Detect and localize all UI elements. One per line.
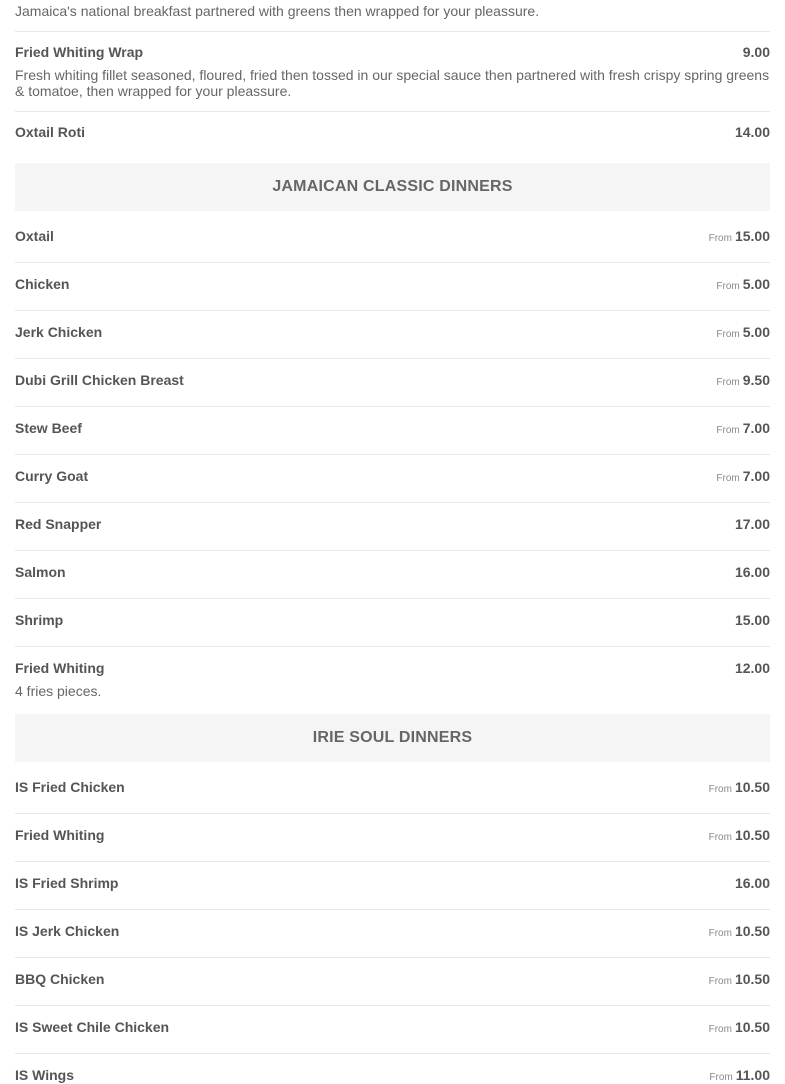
price-value: 15.00 (734, 612, 770, 628)
item-name: IS Fried Chicken (15, 779, 125, 795)
from-label: From (708, 233, 732, 244)
price-value: 9.50 (742, 372, 770, 388)
item-price (735, 875, 770, 891)
from-label: From (708, 832, 732, 843)
from-label: From (708, 1024, 732, 1035)
item-price (716, 420, 770, 436)
item-name: Oxtail Roti (15, 124, 86, 140)
item-name: Dubi Grill Chicken Breast (15, 372, 184, 388)
item-price (709, 971, 770, 987)
item-name: Red Snapper (15, 516, 102, 532)
item-description: 4 fries pieces. (15, 683, 102, 699)
menu-item[interactable] (15, 263, 770, 311)
menu-item[interactable] (15, 910, 770, 958)
price-value: 10.50 (734, 779, 770, 795)
price-value: 10.50 (734, 1019, 770, 1035)
menu-item[interactable] (15, 814, 770, 862)
item-price (735, 564, 770, 580)
item-price (716, 276, 770, 292)
from-label: From (708, 928, 732, 939)
item-name: Oxtail (15, 228, 54, 244)
section-header: JAMAICAN CLASSIC DINNERS (15, 163, 770, 211)
item-name: BBQ Chicken (15, 971, 105, 987)
section-irie-soul (15, 714, 770, 762)
menu-item[interactable] (15, 455, 770, 503)
menu-item[interactable] (15, 0, 770, 32)
item-name: Chicken (15, 276, 70, 292)
price-value: 15.00 (734, 228, 770, 244)
section-jamaican-classic (15, 163, 770, 211)
item-description: Fresh whiting fillet seasoned, floured, fried then tossed in our special sauce then partnered with fresh crispy spring greens & tomatoe, then wrapped for your pleassure. (15, 67, 770, 99)
item-price (709, 923, 770, 939)
from-label: From (716, 329, 740, 340)
price-value: 11.00 (735, 1067, 770, 1083)
menu-item[interactable] (15, 407, 770, 455)
price-value: 7.00 (742, 468, 770, 484)
item-price (743, 44, 770, 60)
from-label: From (708, 784, 732, 795)
from-label: From (709, 1072, 733, 1083)
price-value: 12.00 (734, 660, 770, 676)
item-name: Fried Whiting Wrap (15, 44, 144, 60)
menu-item[interactable] (15, 211, 770, 263)
menu-item[interactable] (15, 112, 770, 163)
item-price (735, 612, 770, 628)
from-label: From (716, 377, 740, 388)
item-price (735, 516, 770, 532)
price-value: 5.00 (742, 324, 770, 340)
item-price (716, 468, 770, 484)
menu-item[interactable] (15, 647, 770, 714)
menu-item[interactable] (15, 32, 770, 112)
item-description: Jamaica's national breakfast partnered with greens then wrapped for your pleassure. (15, 3, 540, 19)
item-name: Curry Goat (15, 468, 89, 484)
item-name: Fried Whiting (15, 827, 105, 843)
item-price (709, 827, 770, 843)
price-value: 10.50 (734, 971, 770, 987)
menu-item[interactable] (15, 599, 770, 647)
item-price (716, 372, 770, 388)
menu-item[interactable] (15, 551, 770, 599)
price-value: 10.50 (734, 923, 770, 939)
menu-item[interactable] (15, 862, 770, 910)
item-price (709, 228, 770, 244)
item-name: IS Jerk Chicken (15, 923, 120, 939)
price-value: 5.00 (742, 276, 770, 292)
from-label: From (716, 473, 740, 484)
menu-item[interactable] (15, 359, 770, 407)
price-value: 14.00 (734, 124, 770, 140)
section-header: IRIE SOUL DINNERS (15, 714, 770, 762)
from-label: From (716, 281, 740, 292)
price-value: 7.00 (742, 420, 770, 436)
menu-item[interactable] (15, 1054, 770, 1084)
item-name: Stew Beef (15, 420, 82, 436)
item-price (709, 1067, 770, 1083)
item-name: Salmon (15, 564, 66, 580)
item-price (735, 660, 770, 676)
item-price (709, 1019, 770, 1035)
item-price (716, 324, 770, 340)
price-value: 16.00 (734, 875, 770, 891)
price-value: 17.00 (734, 516, 770, 532)
from-label: From (716, 425, 740, 436)
price-value: 16.00 (734, 564, 770, 580)
menu-item[interactable] (15, 503, 770, 551)
menu (15, 0, 770, 1084)
price-value: 9.00 (742, 44, 770, 60)
item-name: Fried Whiting (15, 660, 105, 676)
menu-item[interactable] (15, 762, 770, 814)
item-name: IS Fried Shrimp (15, 875, 119, 891)
item-name: IS Sweet Chile Chicken (15, 1019, 170, 1035)
item-price (735, 124, 770, 140)
item-name: IS Wings (15, 1067, 74, 1083)
from-label: From (708, 976, 732, 987)
item-name: Shrimp (15, 612, 64, 628)
menu-item[interactable] (15, 1006, 770, 1054)
menu-item[interactable] (15, 958, 770, 1006)
menu-item[interactable] (15, 311, 770, 359)
price-value: 10.50 (734, 827, 770, 843)
item-name: Jerk Chicken (15, 324, 103, 340)
item-price (709, 779, 770, 795)
